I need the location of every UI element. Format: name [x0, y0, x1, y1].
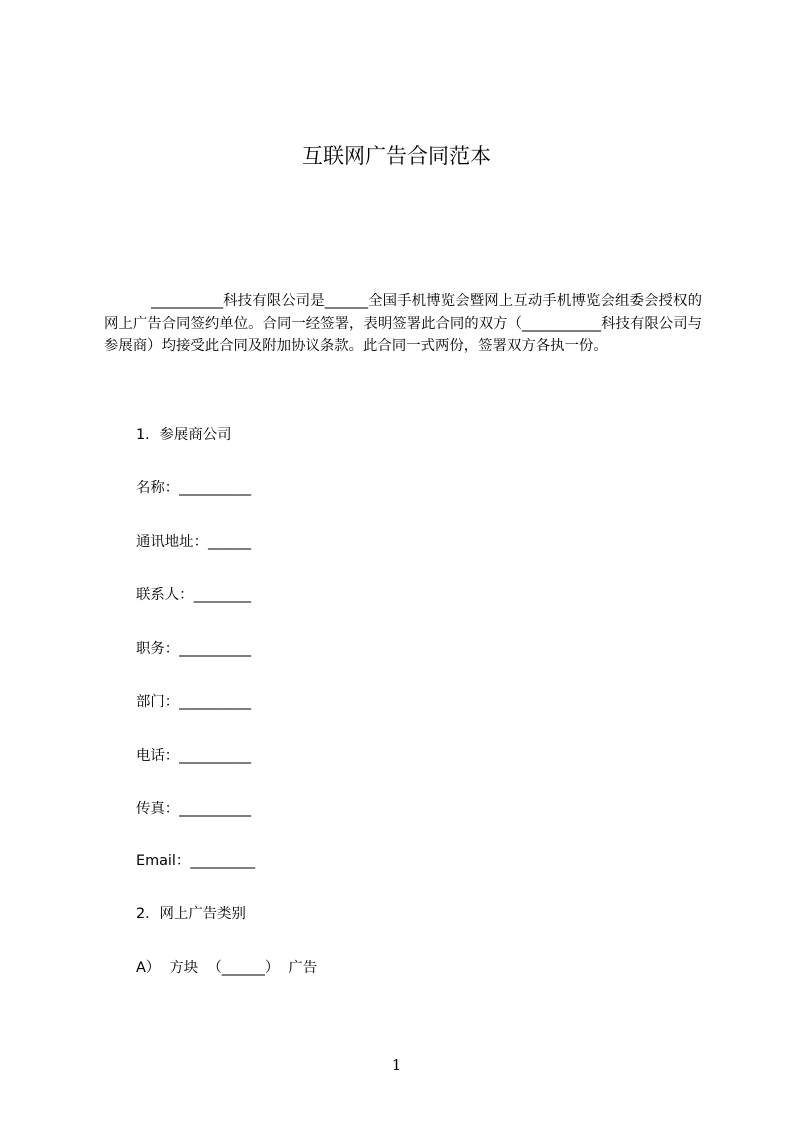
- field-department: 部门：__________: [136, 694, 252, 710]
- field-phone: 电话：__________: [136, 748, 252, 764]
- page-number: 1: [391, 1056, 402, 1074]
- field-job-title: 职务：__________: [136, 641, 252, 657]
- field-company-name: 名称：__________: [136, 480, 252, 496]
- field-email: Email：_________: [136, 853, 256, 869]
- field-contact-person: 联系人：________: [136, 587, 252, 603]
- field-fax: 传真：__________: [136, 801, 252, 817]
- field-mailing-address: 通讯地址：______: [136, 534, 252, 550]
- document-title: 互联网广告合同范本: [302, 144, 491, 168]
- section-heading-ad-category: 2．网上广告类别: [136, 906, 246, 922]
- ad-category-item-a: A） 方块 （______） 广告: [136, 960, 318, 976]
- section-heading-exhibitor: 1．参展商公司: [136, 427, 232, 443]
- intro-paragraph: __________科技有限公司是______全国手机博览会暨网上互动手机博览会组委会授权的网上广告合同签约单位。合同一经签署，表明签署此合同的双方（___________科技有限公司与参展商）均接受此合同及附加协议条款。此合同一式两份，签署双方各执一份。: [104, 293, 702, 354]
